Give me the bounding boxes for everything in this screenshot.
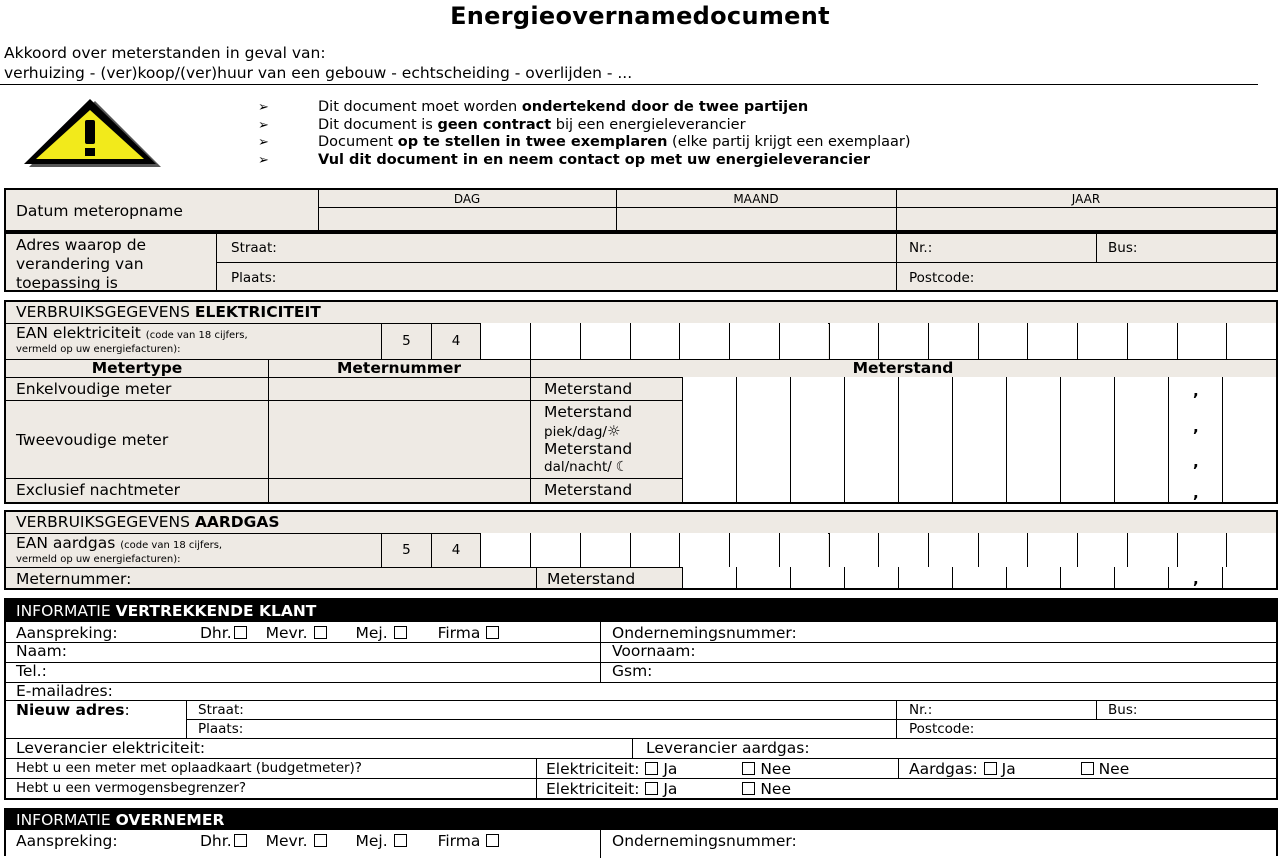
new-address-label: Nieuw adres: — [16, 701, 130, 719]
meter-digit-input[interactable] — [1060, 377, 1114, 400]
intro-line-1: Akkoord over meterstanden in geval van: — [4, 44, 326, 62]
meter-digit-input[interactable] — [736, 478, 790, 502]
date-label: Datum meteropname — [16, 202, 183, 220]
ean-digit-input[interactable] — [829, 323, 879, 359]
salutation-options: Dhr. Mevr. Mej. Firma — [200, 624, 499, 642]
new-customer-header-bar — [6, 810, 1276, 830]
company-number-label: Ondernemingsnummer: — [612, 624, 797, 642]
instruction-item: ➢ Vul dit document in en neem contact op met uw energieleverancier — [258, 151, 871, 168]
arrow-bullet-icon: ➢ — [258, 117, 269, 133]
ean-digit-input[interactable] — [480, 533, 530, 567]
leaving-customer-header: INFORMATIE VERTREKKENDE KLANT — [16, 602, 317, 620]
limiter-question: Hebt u een vermogensbegrenzer? — [16, 780, 247, 796]
meter-digit-input[interactable] — [1114, 377, 1168, 400]
decimal-comma: , — [1193, 418, 1199, 436]
month-header: MAAND — [733, 192, 779, 206]
decimal-comma: , — [1193, 484, 1199, 502]
meter-digit-input[interactable] — [844, 400, 898, 478]
meter-digit-input[interactable] — [952, 478, 1006, 502]
checkbox-dhr[interactable] — [234, 626, 247, 639]
new-number-label: Nr.: — [909, 702, 933, 718]
meter-digit-input[interactable] — [898, 567, 952, 588]
meter-digit-input[interactable] — [790, 377, 844, 400]
gas-supplier-label: Leverancier aardgas: — [646, 739, 810, 757]
ean-digit-input[interactable] — [978, 323, 1028, 359]
ean-digit-input[interactable] — [530, 323, 580, 359]
phone-label: Tel.: — [16, 662, 47, 680]
leaving-customer-header-bar — [6, 600, 1276, 622]
checkbox-firma[interactable] — [486, 626, 499, 639]
electricity-supplier-label: Leverancier elektriciteit: — [16, 739, 206, 757]
instruction-item: ➢ Dit document moet worden ondertekend door de twee partijen — [258, 99, 809, 115]
mobile-label: Gsm: — [612, 662, 653, 680]
ean-digit-input[interactable] — [630, 323, 680, 359]
meterstand-peak-label: Meterstand — [544, 403, 633, 421]
moon-icon: ☾ — [615, 459, 629, 475]
meter-digit-input[interactable] — [1006, 567, 1060, 588]
ean-digit-input[interactable] — [729, 533, 779, 567]
meter-digit-input[interactable] — [682, 400, 736, 478]
month-input[interactable] — [617, 208, 895, 229]
budget-electricity-options: Elektriciteit: Ja Nee — [546, 760, 791, 778]
new-customer-header: INFORMATIE OVERNEMER — [16, 811, 225, 829]
salutation-label: Aanspreking: — [16, 624, 118, 642]
meter-digit-input[interactable] — [952, 377, 1006, 400]
meter-digit-input[interactable] — [1114, 567, 1168, 588]
new-street-label: Straat: — [198, 702, 244, 718]
meter-digit-input[interactable] — [790, 478, 844, 502]
ean-digit-input[interactable] — [480, 323, 530, 359]
day-input[interactable] — [319, 208, 615, 229]
meterstand-offpeak-label: Meterstand — [544, 440, 633, 458]
ean-digit-input[interactable] — [530, 533, 580, 567]
ean-digit-input[interactable] — [1077, 533, 1127, 567]
firstname-label: Voornaam: — [612, 642, 696, 660]
meter-digit-input[interactable] — [682, 377, 736, 400]
meter-digit-input[interactable] — [682, 567, 736, 588]
col-metertype: Metertype — [91, 359, 183, 377]
meter-digit-input[interactable] — [1060, 478, 1114, 502]
ean-digit-input[interactable] — [1226, 323, 1276, 359]
electricity-header: VERBRUIKSGEGEVENS ELEKTRICITEIT — [16, 303, 321, 321]
meter-digit-input[interactable] — [736, 377, 790, 400]
instruction-item: ➢ Dit document is geen contract bij een energieleverancier — [258, 116, 746, 133]
ean-prefix-digit: 4 — [431, 323, 481, 359]
ean-digit-input[interactable] — [679, 533, 729, 567]
ean-prefix-digit: 5 — [381, 533, 431, 567]
new-company-number-label: Ondernemingsnummer: — [612, 832, 797, 850]
meter-digit-input[interactable] — [1006, 400, 1060, 478]
ean-digit-input[interactable] — [928, 533, 978, 567]
meter-digit-input[interactable] — [1222, 377, 1276, 400]
ean-prefix-digit: 5 — [381, 323, 431, 359]
meterstand-label: Meterstand — [544, 380, 633, 398]
checkbox-mevr[interactable] — [314, 626, 327, 639]
meter-digit-input[interactable] — [898, 377, 952, 400]
intro-line-2: verhuizing - (ver)koop/(ver)huur van een gebouw - echtscheiding - overlijden - ... — [4, 64, 633, 82]
new-box-label: Bus: — [1108, 702, 1138, 718]
checkbox-budget-elec-ja[interactable] — [645, 762, 658, 775]
budget-gas-options: Aardgas: Ja Nee — [909, 760, 1130, 778]
sun-icon: ☼ — [606, 422, 621, 440]
ean-digit-input[interactable] — [1127, 323, 1177, 359]
meter-digit-input[interactable] — [952, 567, 1006, 588]
instruction-list — [258, 99, 911, 169]
night-meter-label: Exclusief nachtmeter — [16, 481, 181, 499]
meter-digit-input[interactable] — [898, 478, 952, 502]
gas-section — [4, 510, 1278, 590]
ean-digit-input[interactable] — [679, 323, 729, 359]
city-label: Plaats: — [231, 270, 277, 286]
meter-digit-input[interactable] — [1222, 567, 1276, 588]
meter-digit-input[interactable] — [736, 567, 790, 588]
new-customer-section — [4, 808, 1278, 856]
meter-digit-input[interactable] — [736, 400, 790, 478]
single-meter-label: Enkelvoudige meter — [16, 380, 172, 398]
decimal-comma: , — [1193, 570, 1199, 588]
checkbox-new-dhr[interactable] — [234, 834, 247, 847]
meterstand-night-label: Meterstand — [544, 481, 633, 499]
meter-digit-input[interactable] — [1114, 478, 1168, 502]
gas-meterstand-label: Meterstand — [547, 570, 636, 588]
meter-digit-input[interactable] — [898, 400, 952, 478]
ean-digit-input[interactable] — [1226, 533, 1276, 567]
ean-digit-input[interactable] — [779, 533, 829, 567]
new-salutation-label: Aanspreking: — [16, 832, 118, 850]
ean-digit-input[interactable] — [878, 323, 928, 359]
checkbox-budget-elec-nee[interactable] — [742, 762, 755, 775]
new-salutation-options: Dhr. Mevr. Mej. Firma — [200, 832, 499, 850]
electricity-digit-grid — [682, 377, 1276, 502]
meter-digit-input[interactable] — [952, 400, 1006, 478]
decimal-comma: , — [1193, 453, 1199, 471]
ean-digit-input[interactable] — [978, 533, 1028, 567]
meter-digit-input[interactable] — [790, 400, 844, 478]
col-meterstand: Meterstand — [852, 359, 954, 377]
page-title: Energieovernamedocument — [450, 2, 830, 30]
number-label: Nr.: — [909, 240, 933, 256]
meter-digit-input[interactable] — [844, 377, 898, 400]
postcode-label: Postcode: — [909, 270, 975, 286]
ean-gas-boxes — [381, 533, 1276, 567]
ean-digit-input[interactable] — [630, 533, 680, 567]
arrow-bullet-icon: ➢ — [258, 100, 269, 115]
meter-digit-input[interactable] — [790, 567, 844, 588]
ean-electricity-note: vermeld op uw energiefacturen): — [16, 344, 181, 355]
ean-digit-input[interactable] — [1127, 533, 1177, 567]
meter-digit-input[interactable] — [682, 478, 736, 502]
checkbox-new-mej[interactable] — [394, 834, 407, 847]
ean-gas-label: EAN aardgas (code van 18 cijfers, — [16, 534, 223, 552]
instruction-item: ➢ Document op te stellen in twee exemplaren (elke partij krijgt een exemplaar) — [258, 134, 911, 150]
warning-triangle-icon — [22, 96, 162, 168]
meter-digit-input[interactable] — [1060, 400, 1114, 478]
ean-digit-input[interactable] — [829, 533, 879, 567]
checkbox-new-firma[interactable] — [486, 834, 499, 847]
arrow-bullet-icon: ➢ — [258, 152, 269, 168]
meter-digit-input[interactable] — [844, 478, 898, 502]
intro-divider — [0, 84, 1258, 85]
limiter-electricity-options: Elektriciteit: Ja Nee — [546, 780, 791, 798]
dual-meter-label: Tweevoudige meter — [16, 431, 169, 449]
email-label: E-mailadres: — [16, 682, 113, 700]
new-city-label: Plaats: — [198, 721, 244, 737]
ean-digit-input[interactable] — [779, 323, 829, 359]
year-input[interactable] — [897, 208, 1275, 229]
name-label: Naam: — [16, 642, 67, 660]
box-label: Bus: — [1108, 240, 1138, 256]
address-label: Adres waarop de verandering van toepassing is — [16, 236, 147, 292]
day-header: DAG — [453, 192, 481, 206]
ean-digit-input[interactable] — [1177, 323, 1227, 359]
checkbox-mej[interactable] — [394, 626, 407, 639]
ean-digit-input[interactable] — [580, 533, 630, 567]
meter-digit-input[interactable] — [1222, 478, 1276, 502]
ean-prefix-digit: 4 — [431, 533, 481, 567]
arrow-bullet-icon: ➢ — [258, 135, 269, 150]
address-section — [4, 232, 1278, 292]
gas-meternummer-label: Meternummer: — [16, 570, 132, 588]
checkbox-budget-gas-ja[interactable] — [984, 762, 997, 775]
checkbox-limiter-ja[interactable] — [645, 782, 658, 795]
meter-digit-input[interactable] — [844, 567, 898, 588]
ean-electricity-boxes — [381, 323, 1276, 359]
meter-digit-input[interactable] — [1006, 478, 1060, 502]
decimal-comma: , — [1193, 382, 1199, 400]
leaving-customer-section — [4, 598, 1278, 800]
ean-digit-input[interactable] — [729, 323, 779, 359]
meter-digit-input[interactable] — [1222, 400, 1276, 478]
gas-digit-grid — [682, 567, 1276, 588]
ean-digit-input[interactable] — [1027, 533, 1077, 567]
checkbox-new-mevr[interactable] — [314, 834, 327, 847]
col-meternummer: Meternummer — [336, 359, 462, 377]
meter-digit-input[interactable] — [1006, 377, 1060, 400]
ean-digit-input[interactable] — [878, 533, 928, 567]
peak-label: piek/dag/☼ — [544, 422, 621, 440]
meter-digit-input[interactable] — [1060, 567, 1114, 588]
meter-digit-input[interactable] — [1114, 400, 1168, 478]
ean-digit-input[interactable] — [1027, 323, 1077, 359]
ean-digit-input[interactable] — [1077, 323, 1127, 359]
year-header: JAAR — [1071, 192, 1101, 206]
budget-meter-question: Hebt u een meter met oplaadkaart (budgetmeter)? — [16, 760, 362, 776]
checkbox-limiter-nee[interactable] — [742, 782, 755, 795]
ean-electricity-label: EAN elektriciteit (code van 18 cijfers, — [16, 324, 248, 342]
ean-digit-input[interactable] — [928, 323, 978, 359]
date-section — [4, 188, 1278, 232]
new-postcode-label: Postcode: — [909, 721, 975, 737]
electricity-section — [4, 300, 1278, 504]
street-label: Straat: — [231, 240, 277, 256]
ean-digit-input[interactable] — [1177, 533, 1227, 567]
offpeak-label: dal/nacht/ ☾ — [544, 459, 629, 475]
gas-header: VERBRUIKSGEGEVENS AARDGAS — [16, 513, 280, 531]
ean-digit-input[interactable] — [580, 323, 630, 359]
ean-gas-note: vermeld op uw energiefacturen): — [16, 554, 181, 565]
checkbox-budget-gas-nee[interactable] — [1081, 762, 1094, 775]
